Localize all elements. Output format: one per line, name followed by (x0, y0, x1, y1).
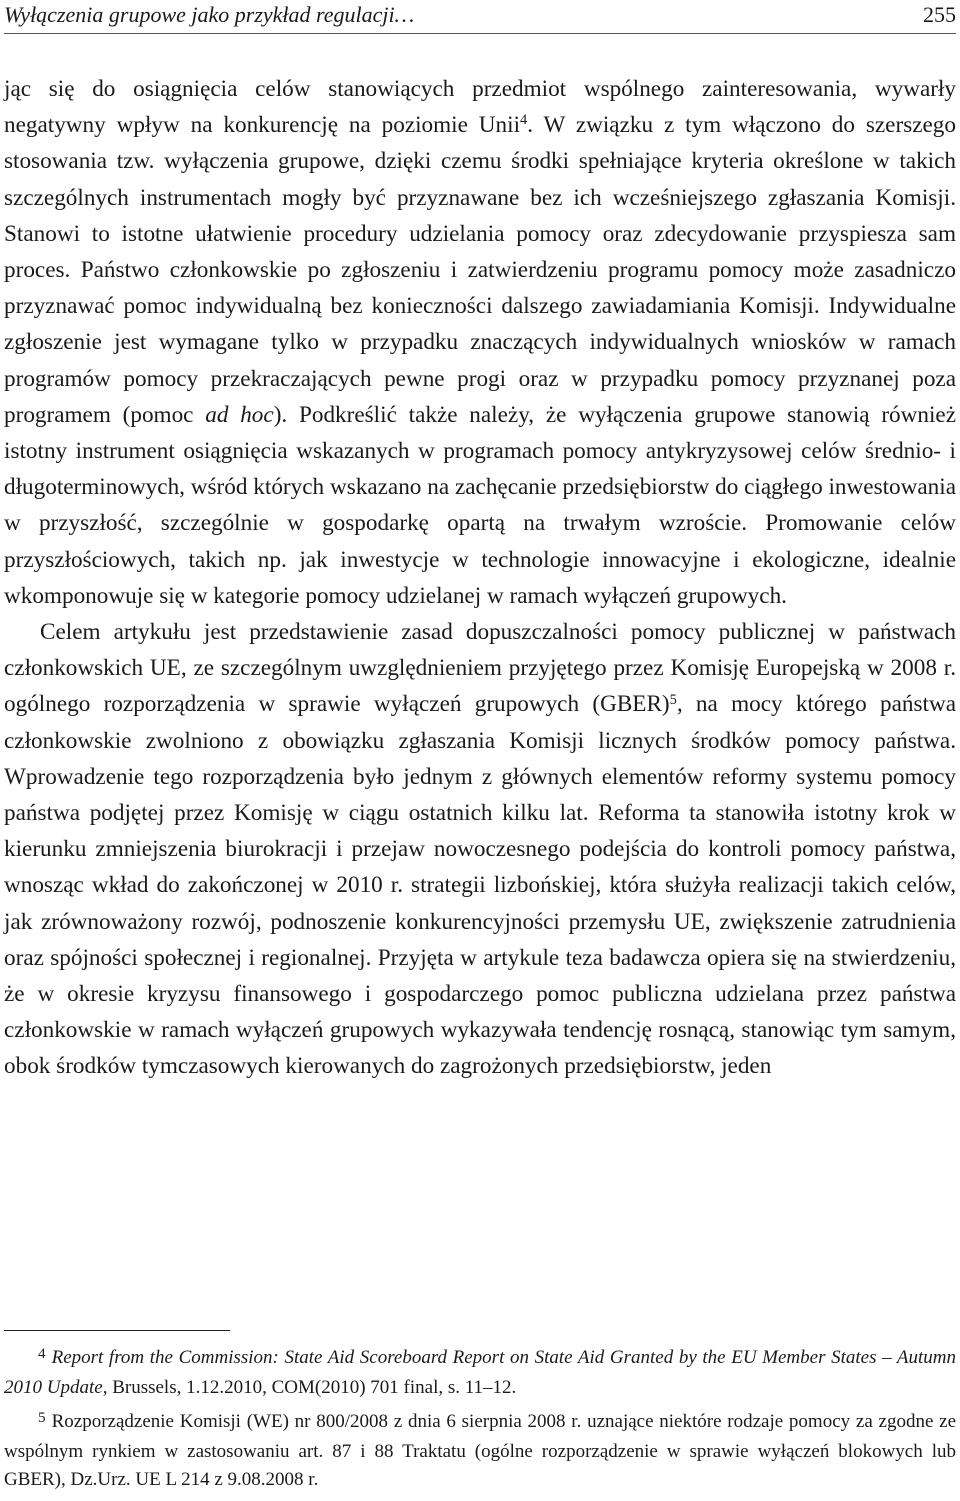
running-title: Wyłączenia grupowe jako przykład regulacji… (4, 2, 415, 27)
footnote-ref-4[interactable]: 4 (520, 112, 528, 129)
paragraph-2: Celem artykułu jest przedstawienie zasad dopuszczalności pomocy publicznej w państwach członkowskich UE, ze szczególnym uwzględnieniem przyjętego przez Komisję Europejską w 2008 r. ogólnego rozporządzenia w sprawie wyłączeń grupowych (GBER)$^5$, na mocy którego państwa członkowskie zwolniono z obowiązku zgłaszania Komisji licznych środków pomocy państwa. Wprowadzenie tego rozporządzenia było jednym z głównych elementów reformy systemu pomocy państwa podjętej przez Komisję w ciągu ostatnich kilku lat. Reforma ta stanowiła istotny krok w kierunku zmniejszenia biurokracji i przejaw nowoczesnego podejścia do kontroli pomocy państwa, wnosząc wkład do zakończonej w 2010 r. strategii lizbońskiej, która służyła realizacji takich celów, jak zrównoważony rozwój, podnoszenie konkurencyjności przemysłu UE, zwiększenie zatrudnienia oraz spójności społecznej i regionalnej. Przyjęta w artykule teza badawcza opiera się na stwierdzeniu, że w okresie kryzysu finansowego i gospodarczego pomoc publiczna udzielana przez państwa członkowskie w ramach wyłączeń grupowych wykazywała tendencję rosnącą, stanowiąc tym samym, obok środków tymczasowych kierowanych do zagrożonych przedsiębiorstw, jeden (4, 619, 956, 1080)
paragraph-1: jąc się do osiągnięcia celów stanowiących przedmiot wspólnego zainteresowania, wywarły negatywny wpływ na konkurencję na poziomie Unii$^4$. W związku z tym włączono do szerszego stosowania tzw. wyłączenia grupowe, dzięki czemu środki spełniające kryteria określone w takich szczególnych instrumentach mogły być przyznawane bez ich wcześniejszego zgłaszania Komisji. Stanowi to istotne ułatwienie procedury udzielania pomocy oraz zdecydowanie przyspiesza sam proces. Państwo członkowskie po zgłoszeniu i zatwierdzeniu programu pomocy może zasadniczo przyznawać pomoc indywidualną bez konieczności dalszego zawiadamiania Komisji. Indywidualne zgłoszenie jest wymagane tylko w przypadku znaczących indywidualnych wniosków w ramach programów pomocy przekraczających pewne progi oraz w przypadku pomocy przyznanej poza programem (pomoc ad hoc). Podkreślić także należy, że wyłączenia grupowe stanowią również istotny instrument osiągnięcia wskazanych w programach pomocy antykryzysowej celów średnio- i długoterminowych, wśród których wskazano na zachęcanie przedsiębiorstw do ciągłego inwestowania w przyszłość, szczególnie w gospodarkę opartą na trwałym wzroście. Promowanie celów przyszłościowych, takich np. jak inwestycje w technologie innowacyjne i ekologiczne, idealnie wkomponowuje się w kategorie pomocy udzielanej w ramach wyłączeń grupowych. (4, 76, 957, 609)
footnote-5: $^5$ Rozporządzenie Komisji (WE) nr 800/2008 z dnia 6 sierpnia 2008 r. uznające niektóre rodzaje pomocy za zgodne ze wspólnym rynkiem w zastosowaniu art. 87 i 88 Traktatu (ogólne rozporządzenie w sprawie wyłączeń blokowych lub GBER), Dz.Urz. UE L 214 z 9.08.2008 r. (4, 1408, 956, 1490)
footnote-4: $^4$ Report from the Commission: State Aid Scoreboard Report on State Aid Granted by the EU Member States – Autumn 2010 Update, Brussels, 1.12.2010, COM(2010) 701 final, s. 11–12. (4, 1344, 956, 1398)
footnote-number: 4 (38, 1344, 46, 1362)
page-number: 255 (923, 2, 956, 27)
footnote-ref-5[interactable]: 5 (669, 691, 677, 708)
main-text (4, 71, 956, 1085)
header-rule (4, 33, 956, 34)
footnote-rule (4, 1330, 230, 1331)
italic-phrase: ad hoc (205, 401, 274, 428)
footnotes (4, 1344, 956, 1501)
footnote-number: 5 (38, 1408, 46, 1426)
running-head (4, 0, 956, 34)
